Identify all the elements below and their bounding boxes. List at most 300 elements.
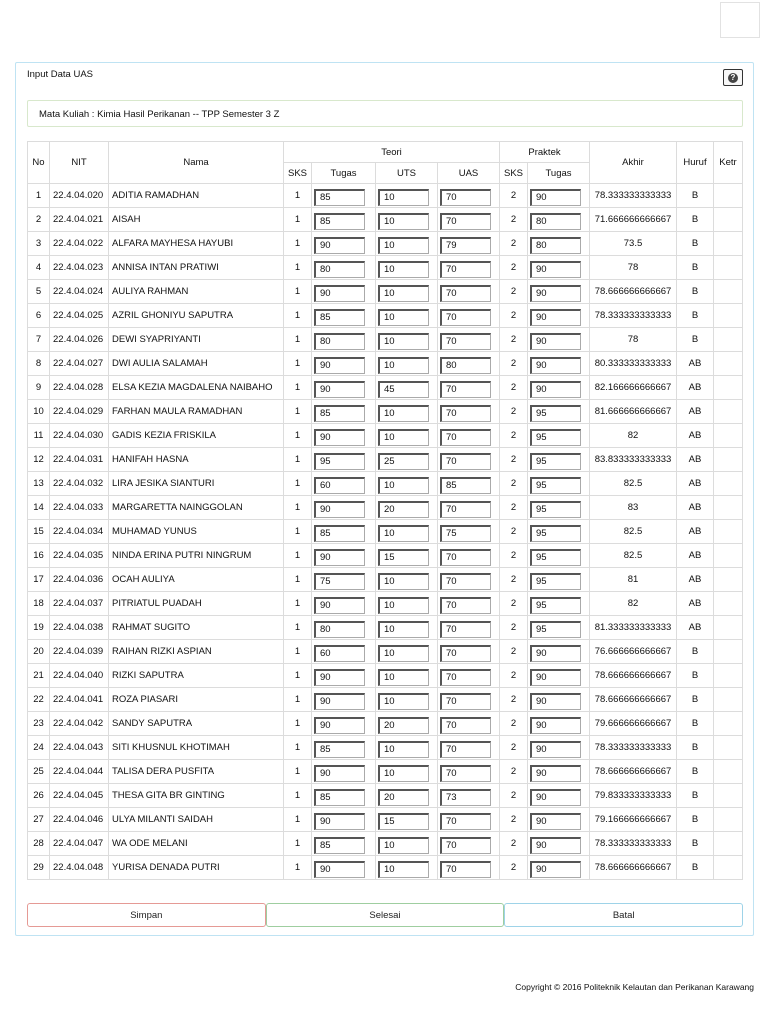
praktek-tugas-input-cell xyxy=(528,592,590,616)
cell-huruf: AB xyxy=(677,544,714,568)
uts-input[interactable] xyxy=(378,837,429,854)
table-row xyxy=(28,352,743,376)
uas-input-cell xyxy=(438,784,500,808)
cell-akhir: 83.833333333333 xyxy=(590,448,677,472)
praktek-tugas-input-cell xyxy=(528,832,590,856)
uas-input-cell xyxy=(438,568,500,592)
uts-input-cell xyxy=(376,784,438,808)
cell-huruf: B xyxy=(677,232,714,256)
uas-input-cell xyxy=(438,808,500,832)
cell-no: 28 xyxy=(28,832,50,856)
cell-huruf: B xyxy=(677,760,714,784)
cell-no: 12 xyxy=(28,448,50,472)
cell-teori-sks: 1 xyxy=(284,352,312,376)
praktek-tugas-input[interactable] xyxy=(530,381,581,398)
praktek-tugas-input-cell xyxy=(528,520,590,544)
cancel-button[interactable]: Batal xyxy=(504,903,743,927)
tugas-input-cell xyxy=(312,232,376,256)
praktek-tugas-input-cell xyxy=(528,184,590,208)
uas-input[interactable] xyxy=(440,285,491,302)
uas-input[interactable] xyxy=(440,189,491,206)
table-row xyxy=(28,784,743,808)
tugas-input-cell xyxy=(312,544,376,568)
praktek-tugas-input[interactable] xyxy=(530,357,581,374)
tugas-input[interactable] xyxy=(314,573,365,590)
praktek-tugas-input[interactable] xyxy=(530,717,581,734)
praktek-tugas-input[interactable] xyxy=(530,405,581,422)
cell-ketr xyxy=(714,808,743,832)
uts-input[interactable] xyxy=(378,189,429,206)
cell-no: 23 xyxy=(28,712,50,736)
cell-akhir: 81.666666666667 xyxy=(590,400,677,424)
table-row xyxy=(28,400,743,424)
uts-input[interactable] xyxy=(378,237,429,254)
praktek-tugas-input[interactable] xyxy=(530,333,581,350)
tugas-input[interactable] xyxy=(314,597,365,614)
tugas-input-cell xyxy=(312,616,376,640)
cell-akhir: 79.833333333333 xyxy=(590,784,677,808)
praktek-tugas-input[interactable] xyxy=(530,741,581,758)
cell-ketr xyxy=(714,232,743,256)
tugas-input-cell xyxy=(312,712,376,736)
uts-input[interactable] xyxy=(378,453,429,470)
uas-input-cell xyxy=(438,424,500,448)
cell-akhir: 82 xyxy=(590,424,677,448)
cell-ketr xyxy=(714,496,743,520)
praktek-tugas-input[interactable] xyxy=(530,309,581,326)
cell-ketr xyxy=(714,400,743,424)
praktek-tugas-input[interactable] xyxy=(530,789,581,806)
uts-input[interactable] xyxy=(378,213,429,230)
cell-nama: FARHAN MAULA RAMADHAN xyxy=(109,400,284,424)
tugas-input[interactable] xyxy=(314,837,365,854)
uas-input[interactable] xyxy=(440,813,491,830)
praktek-tugas-input-cell xyxy=(528,472,590,496)
action-bar xyxy=(27,903,743,927)
finish-button[interactable]: Selesai xyxy=(266,903,505,927)
cell-akhir: 81 xyxy=(590,568,677,592)
praktek-tugas-input[interactable] xyxy=(530,645,581,662)
cell-akhir: 78.333333333333 xyxy=(590,304,677,328)
uts-input[interactable] xyxy=(378,261,429,278)
praktek-tugas-input[interactable] xyxy=(530,213,581,230)
uts-input-cell xyxy=(376,856,438,880)
praktek-tugas-input-cell xyxy=(528,664,590,688)
tugas-input[interactable] xyxy=(314,621,365,638)
header-ketr: Ketr xyxy=(714,142,743,184)
uts-input[interactable] xyxy=(378,501,429,518)
uas-input-cell xyxy=(438,712,500,736)
uts-input[interactable] xyxy=(378,621,429,638)
uts-input[interactable] xyxy=(378,381,429,398)
uas-input[interactable] xyxy=(440,717,491,734)
uas-input-cell xyxy=(438,616,500,640)
cell-nit: 22.4.04.026 xyxy=(50,328,109,352)
table-row xyxy=(28,184,743,208)
cell-nama: NINDA ERINA PUTRI NINGRUM xyxy=(109,544,284,568)
cell-praktek-sks: 2 xyxy=(500,808,528,832)
cell-ketr xyxy=(714,616,743,640)
cell-huruf: AB xyxy=(677,448,714,472)
praktek-tugas-input-cell xyxy=(528,208,590,232)
praktek-tugas-input[interactable] xyxy=(530,525,581,542)
cell-praktek-sks: 2 xyxy=(500,400,528,424)
uas-input[interactable] xyxy=(440,597,491,614)
tugas-input[interactable] xyxy=(314,789,365,806)
cell-huruf: B xyxy=(677,784,714,808)
table-row xyxy=(28,376,743,400)
tugas-input[interactable] xyxy=(314,453,365,470)
cell-no: 17 xyxy=(28,568,50,592)
cell-ketr xyxy=(714,448,743,472)
cell-teori-sks: 1 xyxy=(284,472,312,496)
cell-teori-sks: 1 xyxy=(284,232,312,256)
course-info-bar xyxy=(27,100,743,127)
uas-input-cell xyxy=(438,184,500,208)
praktek-tugas-input[interactable] xyxy=(530,621,581,638)
uas-input-cell xyxy=(438,832,500,856)
cell-teori-sks: 1 xyxy=(284,496,312,520)
praktek-tugas-input-cell xyxy=(528,400,590,424)
tugas-input[interactable] xyxy=(314,765,365,782)
uts-input[interactable] xyxy=(378,333,429,350)
cell-nama: ULYA MILANTI SAIDAH xyxy=(109,808,284,832)
cell-akhir: 76.666666666667 xyxy=(590,640,677,664)
uts-input[interactable] xyxy=(378,765,429,782)
tugas-input[interactable] xyxy=(314,333,365,350)
tugas-input[interactable] xyxy=(314,717,365,734)
uts-input[interactable] xyxy=(378,429,429,446)
cell-praktek-sks: 2 xyxy=(500,856,528,880)
cell-praktek-sks: 2 xyxy=(500,760,528,784)
tugas-input[interactable] xyxy=(314,237,365,254)
uts-input[interactable] xyxy=(378,693,429,710)
cell-nama: YURISA DENADA PUTRI xyxy=(109,856,284,880)
uas-input[interactable] xyxy=(440,525,491,542)
cell-nit: 22.4.04.035 xyxy=(50,544,109,568)
tugas-input-cell xyxy=(312,688,376,712)
tugas-input[interactable] xyxy=(314,861,365,878)
uas-input[interactable] xyxy=(440,333,491,350)
uts-input[interactable] xyxy=(378,549,429,566)
uts-input-cell xyxy=(376,616,438,640)
uts-input-cell xyxy=(376,544,438,568)
uts-input[interactable] xyxy=(378,813,429,830)
table-row xyxy=(28,712,743,736)
cell-teori-sks: 1 xyxy=(284,784,312,808)
grades-table-body xyxy=(28,184,743,880)
tugas-input[interactable] xyxy=(314,189,365,206)
cell-huruf: AB xyxy=(677,376,714,400)
help-button[interactable] xyxy=(723,69,743,86)
uts-input[interactable] xyxy=(378,573,429,590)
uts-input[interactable] xyxy=(378,741,429,758)
cell-nit: 22.4.04.043 xyxy=(50,736,109,760)
cell-teori-sks: 1 xyxy=(284,544,312,568)
cell-no: 24 xyxy=(28,736,50,760)
praktek-tugas-input[interactable] xyxy=(530,693,581,710)
cell-akhir: 79.666666666667 xyxy=(590,712,677,736)
uas-input[interactable] xyxy=(440,213,491,230)
table-row xyxy=(28,856,743,880)
cell-nama: LIRA JESIKA SIANTURI xyxy=(109,472,284,496)
cell-nama: SITI KHUSNUL KHOTIMAH xyxy=(109,736,284,760)
cell-akhir: 78.666666666667 xyxy=(590,664,677,688)
uts-input[interactable] xyxy=(378,285,429,302)
cell-nama: ANNISA INTAN PRATIWI xyxy=(109,256,284,280)
cell-nit: 22.4.04.034 xyxy=(50,520,109,544)
praktek-tugas-input[interactable] xyxy=(530,549,581,566)
tugas-input-cell xyxy=(312,256,376,280)
uas-input[interactable] xyxy=(440,669,491,686)
uas-input[interactable] xyxy=(440,357,491,374)
uts-input[interactable] xyxy=(378,405,429,422)
uts-input-cell xyxy=(376,448,438,472)
praktek-tugas-input[interactable] xyxy=(530,573,581,590)
tugas-input[interactable] xyxy=(314,741,365,758)
table-row xyxy=(28,232,743,256)
praktek-tugas-input-cell xyxy=(528,328,590,352)
tugas-input[interactable] xyxy=(314,213,365,230)
grades-table xyxy=(27,141,743,880)
uas-input[interactable] xyxy=(440,693,491,710)
praktek-tugas-input[interactable] xyxy=(530,669,581,686)
cell-nama: DWI AULIA SALAMAH xyxy=(109,352,284,376)
tugas-input[interactable] xyxy=(314,477,365,494)
cell-ketr xyxy=(714,520,743,544)
tugas-input-cell xyxy=(312,376,376,400)
cell-praktek-sks: 2 xyxy=(500,280,528,304)
cell-nama: ELSA KEZIA MAGDALENA NAIBAHO xyxy=(109,376,284,400)
cell-praktek-sks: 2 xyxy=(500,736,528,760)
cell-ketr xyxy=(714,592,743,616)
cell-nit: 22.4.04.023 xyxy=(50,256,109,280)
uas-input-cell xyxy=(438,448,500,472)
cell-no: 5 xyxy=(28,280,50,304)
uas-input[interactable] xyxy=(440,405,491,422)
cell-no: 22 xyxy=(28,688,50,712)
tugas-input[interactable] xyxy=(314,429,365,446)
praktek-tugas-input-cell xyxy=(528,232,590,256)
header-akhir: Akhir xyxy=(590,142,677,184)
cell-akhir: 78.666666666667 xyxy=(590,856,677,880)
praktek-tugas-input-cell xyxy=(528,280,590,304)
uas-input[interactable] xyxy=(440,453,491,470)
cell-huruf: B xyxy=(677,256,714,280)
tugas-input[interactable] xyxy=(314,645,365,662)
uas-input[interactable] xyxy=(440,837,491,854)
uas-input[interactable] xyxy=(440,261,491,278)
tugas-input-cell xyxy=(312,184,376,208)
tugas-input[interactable] xyxy=(314,261,365,278)
uas-input-panel xyxy=(15,62,754,936)
tugas-input-cell xyxy=(312,664,376,688)
uts-input-cell xyxy=(376,664,438,688)
tugas-input[interactable] xyxy=(314,285,365,302)
cell-akhir: 82.5 xyxy=(590,520,677,544)
uas-input[interactable] xyxy=(440,237,491,254)
cell-nit: 22.4.04.039 xyxy=(50,640,109,664)
tugas-input[interactable] xyxy=(314,549,365,566)
cell-teori-sks: 1 xyxy=(284,808,312,832)
cell-no: 3 xyxy=(28,232,50,256)
cell-praktek-sks: 2 xyxy=(500,544,528,568)
uas-input[interactable] xyxy=(440,549,491,566)
tugas-input-cell xyxy=(312,808,376,832)
uas-input[interactable] xyxy=(440,861,491,878)
cell-no: 1 xyxy=(28,184,50,208)
praktek-tugas-input[interactable] xyxy=(530,453,581,470)
tugas-input[interactable] xyxy=(314,405,365,422)
uas-input[interactable] xyxy=(440,573,491,590)
cell-huruf: B xyxy=(677,832,714,856)
praktek-tugas-input-cell xyxy=(528,304,590,328)
praktek-tugas-input[interactable] xyxy=(530,285,581,302)
table-row xyxy=(28,760,743,784)
tugas-input-cell xyxy=(312,352,376,376)
uas-input[interactable] xyxy=(440,765,491,782)
praktek-tugas-input[interactable] xyxy=(530,429,581,446)
table-row xyxy=(28,424,743,448)
praktek-tugas-input[interactable] xyxy=(530,837,581,854)
praktek-tugas-input[interactable] xyxy=(530,597,581,614)
cell-nama: AISAH xyxy=(109,208,284,232)
cell-praktek-sks: 2 xyxy=(500,232,528,256)
cell-nama: AZRIL GHONIYU SAPUTRA xyxy=(109,304,284,328)
cell-ketr xyxy=(714,256,743,280)
uts-input[interactable] xyxy=(378,309,429,326)
cell-huruf: B xyxy=(677,664,714,688)
uas-input-cell xyxy=(438,640,500,664)
tugas-input-cell xyxy=(312,520,376,544)
cell-teori-sks: 1 xyxy=(284,592,312,616)
tugas-input-cell xyxy=(312,448,376,472)
cell-praktek-sks: 2 xyxy=(500,784,528,808)
cell-no: 13 xyxy=(28,472,50,496)
cell-no: 25 xyxy=(28,760,50,784)
praktek-tugas-input[interactable] xyxy=(530,813,581,830)
tugas-input[interactable] xyxy=(314,381,365,398)
tugas-input[interactable] xyxy=(314,669,365,686)
uas-input[interactable] xyxy=(440,477,491,494)
uas-input-cell xyxy=(438,760,500,784)
uts-input[interactable] xyxy=(378,645,429,662)
uts-input[interactable] xyxy=(378,357,429,374)
uts-input-cell xyxy=(376,760,438,784)
uas-input[interactable] xyxy=(440,621,491,638)
cell-akhir: 78.333333333333 xyxy=(590,184,677,208)
cell-no: 26 xyxy=(28,784,50,808)
cell-praktek-sks: 2 xyxy=(500,688,528,712)
cell-nama: GADIS KEZIA FRISKILA xyxy=(109,424,284,448)
cell-teori-sks: 1 xyxy=(284,280,312,304)
praktek-tugas-input[interactable] xyxy=(530,501,581,518)
cell-huruf: AB xyxy=(677,496,714,520)
table-row xyxy=(28,304,743,328)
cell-praktek-sks: 2 xyxy=(500,208,528,232)
cell-nit: 22.4.04.028 xyxy=(50,376,109,400)
uas-input[interactable] xyxy=(440,741,491,758)
praktek-tugas-input[interactable] xyxy=(530,189,581,206)
cell-nama: RIZKI SAPUTRA xyxy=(109,664,284,688)
uts-input-cell xyxy=(376,592,438,616)
cell-ketr xyxy=(714,784,743,808)
header-praktek: Praktek xyxy=(500,142,590,163)
uas-input-cell xyxy=(438,400,500,424)
tugas-input-cell xyxy=(312,856,376,880)
uas-input[interactable] xyxy=(440,645,491,662)
tugas-input-cell xyxy=(312,568,376,592)
save-button[interactable]: Simpan xyxy=(27,903,266,927)
uts-input[interactable] xyxy=(378,717,429,734)
header-no: No xyxy=(28,142,50,184)
cell-nit: 22.4.04.042 xyxy=(50,712,109,736)
praktek-tugas-input-cell xyxy=(528,808,590,832)
uas-input[interactable] xyxy=(440,429,491,446)
cell-huruf: AB xyxy=(677,424,714,448)
praktek-tugas-input[interactable] xyxy=(530,765,581,782)
uts-input[interactable] xyxy=(378,525,429,542)
uts-input[interactable] xyxy=(378,477,429,494)
uts-input-cell xyxy=(376,712,438,736)
uas-input-cell xyxy=(438,496,500,520)
cell-no: 15 xyxy=(28,520,50,544)
cell-akhir: 73.5 xyxy=(590,232,677,256)
praktek-tugas-input[interactable] xyxy=(530,237,581,254)
cell-no: 4 xyxy=(28,256,50,280)
uts-input-cell xyxy=(376,808,438,832)
cell-ketr xyxy=(714,352,743,376)
praktek-tugas-input[interactable] xyxy=(530,861,581,878)
cell-nama: THESA GITA BR GINTING xyxy=(109,784,284,808)
cell-huruf: B xyxy=(677,712,714,736)
praktek-tugas-input-cell xyxy=(528,784,590,808)
uts-input[interactable] xyxy=(378,861,429,878)
tugas-input[interactable] xyxy=(314,813,365,830)
table-row xyxy=(28,280,743,304)
cell-huruf: AB xyxy=(677,472,714,496)
tugas-input[interactable] xyxy=(314,693,365,710)
cell-nama: DEWI SYAPRIYANTI xyxy=(109,328,284,352)
cell-huruf: B xyxy=(677,640,714,664)
praktek-tugas-input[interactable] xyxy=(530,261,581,278)
uts-input[interactable] xyxy=(378,597,429,614)
table-row xyxy=(28,496,743,520)
cell-nama: HANIFAH HASNA xyxy=(109,448,284,472)
uas-input-cell xyxy=(438,520,500,544)
cell-huruf: B xyxy=(677,208,714,232)
uas-input[interactable] xyxy=(440,501,491,518)
cell-nit: 22.4.04.022 xyxy=(50,232,109,256)
uts-input[interactable] xyxy=(378,669,429,686)
uts-input[interactable] xyxy=(378,789,429,806)
uas-input[interactable] xyxy=(440,789,491,806)
uas-input[interactable] xyxy=(440,381,491,398)
table-row xyxy=(28,328,743,352)
uas-input[interactable] xyxy=(440,309,491,326)
cell-nit: 22.4.04.045 xyxy=(50,784,109,808)
tugas-input[interactable] xyxy=(314,525,365,542)
table-row xyxy=(28,832,743,856)
cell-teori-sks: 1 xyxy=(284,256,312,280)
tugas-input[interactable] xyxy=(314,357,365,374)
praktek-tugas-input[interactable] xyxy=(530,477,581,494)
praktek-tugas-input-cell xyxy=(528,712,590,736)
tugas-input-cell xyxy=(312,208,376,232)
tugas-input[interactable] xyxy=(314,309,365,326)
tugas-input[interactable] xyxy=(314,501,365,518)
cell-akhir: 82.5 xyxy=(590,472,677,496)
